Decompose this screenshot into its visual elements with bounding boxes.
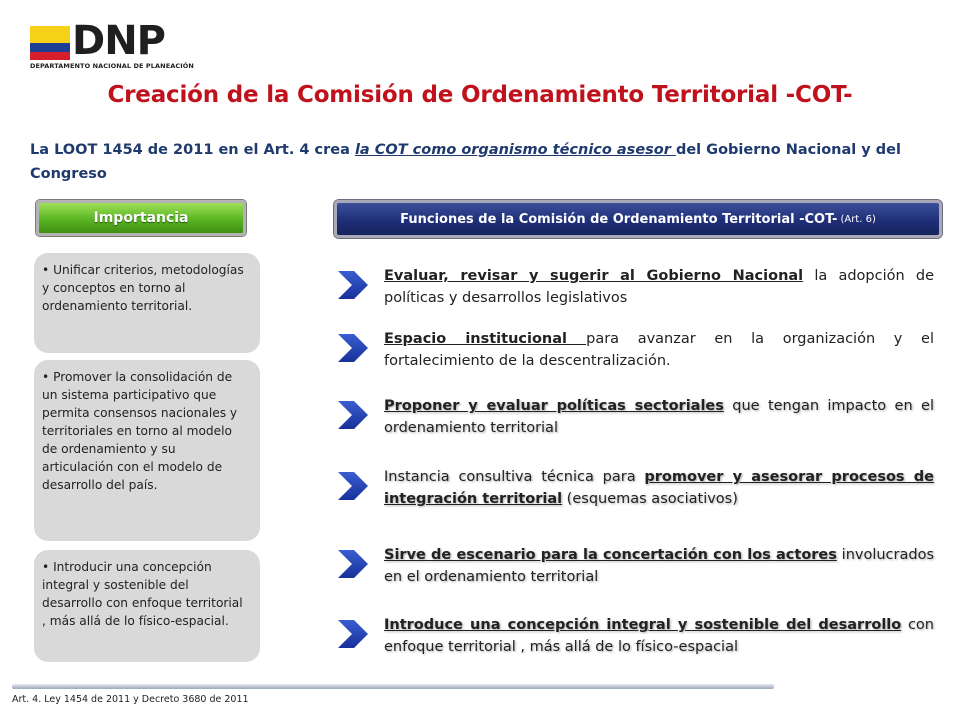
funcion-post: con enfoque territorial , más allá de lo físico-espacial (384, 617, 934, 655)
funcion-item-text (384, 395, 934, 439)
logo-word: DNP (72, 18, 165, 64)
funciones-header-article: (Art. 6) (840, 213, 876, 225)
importancia-item (34, 360, 260, 541)
intro-link: la COT como organismo técnico asesor (354, 142, 676, 158)
page-title: Creación de la Comisión de Ordenamiento Territorial -COT- (107, 82, 853, 108)
funcion-highlight: Introduce una concepción integral y sostenible del desarrollo (384, 617, 902, 633)
funcion-highlight: promover y asesorar procesos de integración territorial (384, 469, 934, 507)
bullet-icon: • (42, 263, 54, 277)
importancia-item (34, 550, 260, 662)
funcion-highlight: Proponer y evaluar políticas sectoriales (384, 398, 724, 414)
funciones-header (334, 200, 942, 238)
funcion-post: que tengan impacto en el ordenamiento territorial (384, 398, 934, 436)
funcion-item-text (384, 328, 934, 372)
funcion-highlight: Sirve de escenario para la concertación con los actores (384, 547, 837, 563)
funcion-item-text (384, 265, 934, 309)
importancia-item (34, 253, 260, 353)
funciones-header-label: Funciones de la Comisión de Ordenamiento Territorial -COT- (400, 211, 838, 227)
funcion-item-text (384, 466, 934, 510)
footer-divider (12, 684, 774, 689)
funcion-post: involucrados en el ordenamiento territorial (384, 547, 934, 585)
intro-before: La LOOT 1454 de 2011 en el Art. 4 crea (30, 142, 355, 158)
chevron-right-icon (334, 328, 374, 368)
funcion-pre: Instancia consultiva técnica para (384, 469, 645, 485)
funcion-item-text (384, 614, 934, 658)
chevron-right-icon (334, 614, 374, 654)
logo-subtitle: DEPARTAMENTO NACIONAL DE PLANEACIÓN (30, 62, 194, 70)
intro-text (30, 138, 936, 186)
funcion-highlight: Espacio institucional (384, 331, 587, 347)
bullet-icon: • (42, 560, 54, 574)
chevron-right-icon (334, 544, 374, 584)
colombia-flag-icon (30, 26, 70, 60)
importancia-item-text: Promover la consolidación de un sistema participativo que permita consensos nacionales y territoriales en torno al modelo de ordenamiento y su articulación con el modelo de desarrollo del país. (42, 370, 238, 492)
chevron-right-icon (334, 395, 374, 435)
footnote: Art. 4. Ley 1454 de 2011 y Decreto 3680 de 2011 (12, 694, 249, 705)
funcion-post: la adopción de políticas y desarrollos legislativos (384, 268, 934, 306)
bullet-icon: • (42, 370, 54, 384)
funcion-post: (esquemas asociativos) (562, 491, 738, 507)
importancia-header: Importancia (36, 200, 246, 236)
funcion-item-text (384, 544, 934, 588)
importancia-item-text: Unificar criterios, metodologías y conceptos en torno al ordenamiento territorial. (42, 263, 244, 313)
intro-after: del Gobierno Nacional y del Congreso (30, 142, 901, 182)
importancia-item-text: Introducir una concepción integral y sostenible del desarrollo con enfoque territorial , más allá de lo físico-espacial. (42, 560, 243, 628)
dnp-logo (30, 18, 194, 72)
funcion-post: para avanzar en la organización y el fortalecimiento de la descentralización. (384, 331, 934, 369)
funcion-highlight: Evaluar, revisar y sugerir al Gobierno Nacional (384, 268, 804, 284)
chevron-right-icon (334, 265, 374, 305)
chevron-right-icon (334, 466, 374, 506)
